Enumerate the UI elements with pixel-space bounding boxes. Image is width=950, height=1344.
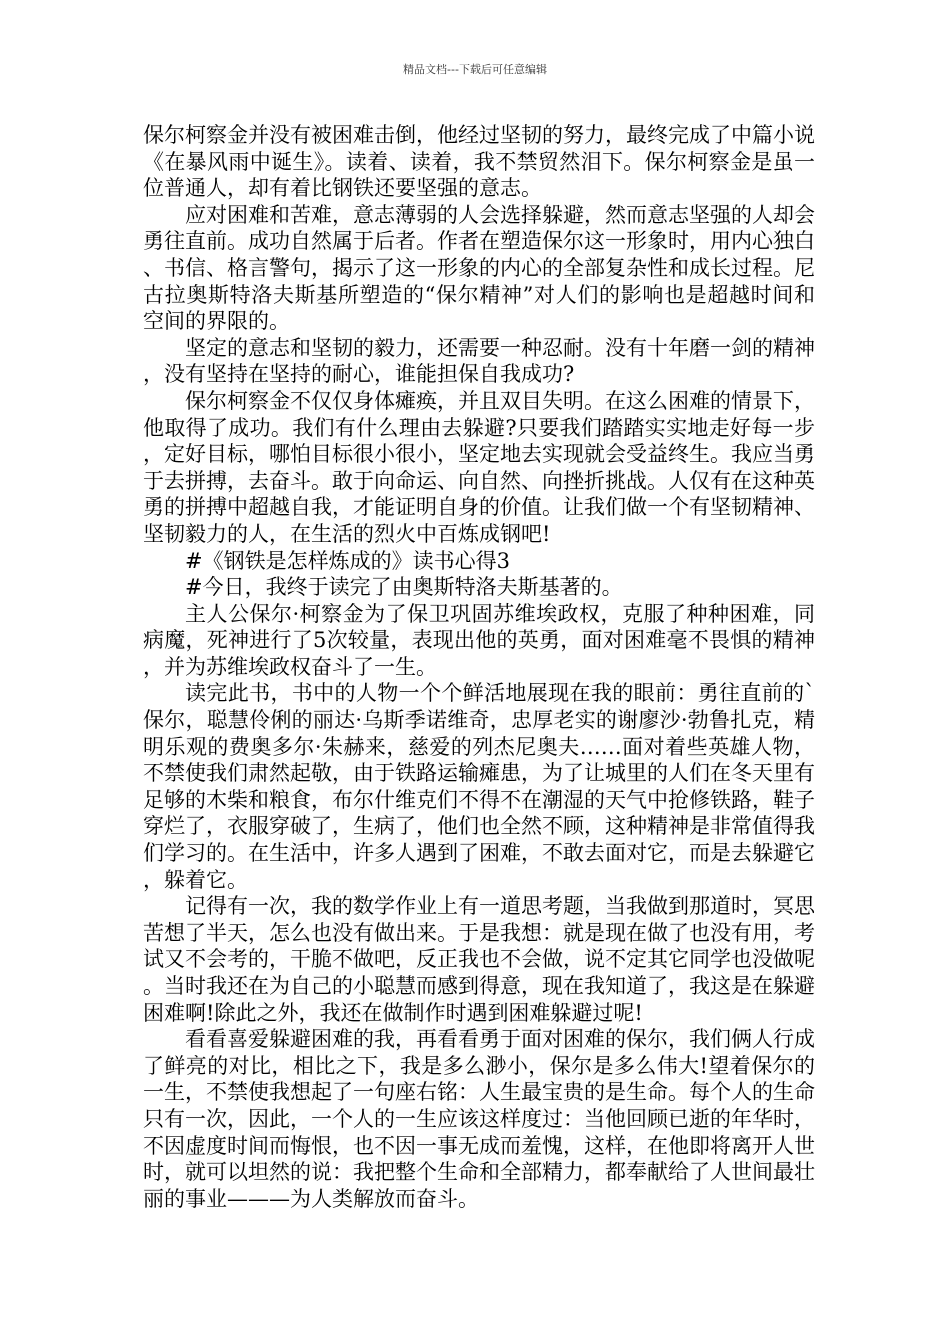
page-header: 精品文档---下载后可任意编辑 — [403, 63, 547, 76]
paragraph-3: 坚定的意志和坚韧的毅力，还需要一种忍耐。没有十年磨一剑的精神，没有坚持在坚持的耐心，谁能担保自我成功? — [143, 335, 815, 387]
paragraph-1: 保尔柯察金并没有被困难击倒，他经过坚韧的努力，最终完成了中篇小说《在暴风雨中诞生》。读着、读着，我不禁贸然泪下。保尔柯察金是虽一位普通人，却有着比钢铁还要坚强的意志。 — [143, 123, 815, 201]
paragraph-4: 保尔柯察金不仅仅身体瘫痪，并且双目失明。在这么困难的情景下，他取得了成功。我们有什么理由去躲避?只要我们踏踏实实地走好每一步，定好目标，哪怕目标很小很小，坚定地去实现就会受益终生。我应当勇于去拼搏，去奋斗。敢于向命运、向自然、向挫折挑战。人仅有在这种英勇的拼搏中超越自我，才能证明自身的价值。让我们做一个有坚韧精神、坚韧毅力的人，在生活的烈火中百炼成钢吧! — [143, 388, 815, 546]
document-body — [143, 122, 815, 1212]
paragraph-2: 应对困难和苦难，意志薄弱的人会选择躲避，然而意志坚强的人却会勇往直前。成功自然属于后者。作者在塑造保尔这一形象时，用内心独白、书信、格言警句，揭示了这一形象的内心的全部复杂性和成长过程。尼古拉奥斯特洛夫斯基所塑造的“保尔精神”对人们的影响也是超越时间和空间的界限的。 — [143, 202, 815, 334]
section-heading: #《钢铁是怎样炼成的》读书心得3 — [185, 548, 510, 573]
paragraph-8: 读完此书，书中的人物一个个鲜活地展现在我的眼前：勇往直前的`保尔，聪慧伶俐的丽达·乌斯季诺维奇，忠厚老实的谢廖沙·勃鲁扎克，精明乐观的费奥多尔·朱赫来，慈爱的列杰尼奥夫……面对着些英雄人物，不禁使我们肃然起敬，由于铁路运输瘫患，为了让城里的人们在冬天里有足够的木柴和粮食，布尔什维克们不得不在潮湿的天气中抢修铁路，鞋子穿烂了，衣服穿破了，生病了，他们也全然不顾，这种精神是非常值得我们学习的。在生活中，许多人遇到了困难，不敢去面对它，而是去躲避它，躲着它。 — [143, 681, 815, 892]
paragraph-7: 主人公保尔·柯察金为了保卫巩固苏维埃政权，克服了种种困难，同病魔，死神进行了5次较量，表现出他的英勇，面对困难毫不畏惧的精神，并为苏维埃政权奋斗了一生。 — [143, 601, 815, 679]
paragraph-10: 看看喜爱躲避困难的我，再看看勇于面对困难的保尔，我们俩人行成了鲜亮的对比，相比之下，我是多么渺小，保尔是多么伟大!望着保尔的一生，不禁使我想起了一句座右铭：人生最宝贵的是生命。每个人的生命只有一次，因此，一个人的一生应该这样度过：当他回顾已逝的年华时，不因虚度时间而悔恨，也不因一事无成而羞愧，这样，在他即将离开人世时，就可以坦然的说：我把整个生命和全部精力，都奉献给了人世间最壮丽的事业———为人类解放而奋斗。 — [143, 1027, 815, 1211]
paragraph-6: #今日，我终于读完了由奥斯特洛夫斯基著的。 — [185, 575, 623, 600]
paragraph-9: 记得有一次，我的数学作业上有一道思考题，当我做到那道时，冥思苦想了半天，怎么也没有做出来。于是我想：就是现在做了也没有用，考试又不会考的，干脆不做吧，反正我也不会做，说不定其它同学也没做呢。当时我还在为自己的小聪慧而感到得意，现在我知道了，我这是在躲避困难啊!除此之外，我还在做制作时遇到困难躲避过呢! — [143, 894, 815, 1025]
